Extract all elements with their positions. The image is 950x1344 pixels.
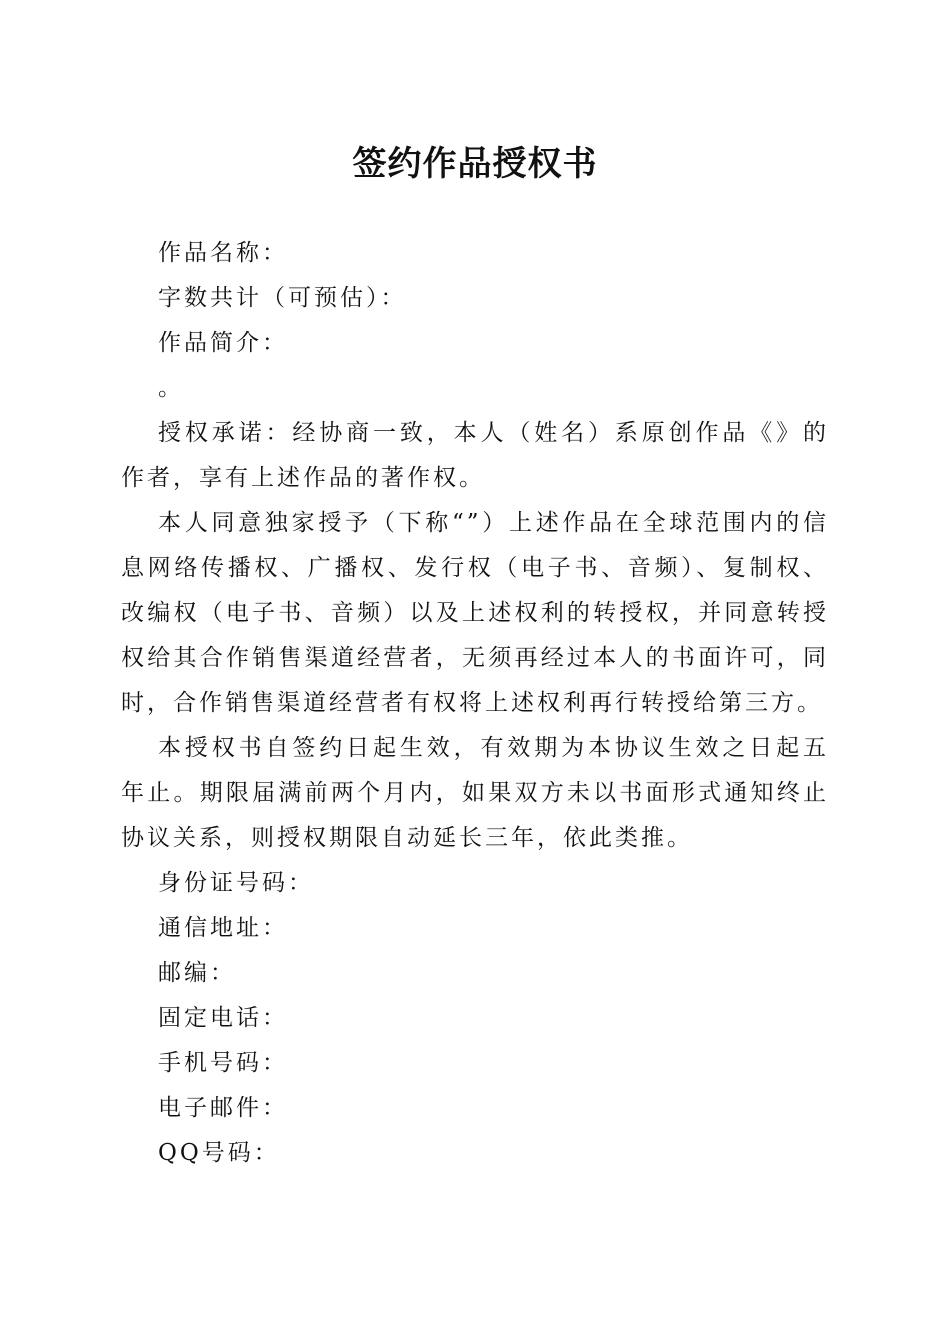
promise-paragraph: 授权承诺：经协商一致，本人（姓名）系原创作品《》的作者，享有上述作品的著作权。 <box>121 420 829 491</box>
mobile-field: 手机号码： <box>158 1050 288 1076</box>
summary-field: 作品简介： <box>158 330 288 356</box>
email-field: 电子邮件： <box>158 1095 288 1121</box>
document-body <box>121 231 829 1176</box>
validity-paragraph: 本授权书自签约日起生效，有效期为本协议生效之日起五年止。期限届满前两个月内，如果双方未以书面形式通知终止协议关系，则授权期限自动延长三年，依此类推。 <box>121 735 829 851</box>
grant-paragraph: 本人同意独家授予（下称“”）上述作品在全球范围内的信息网络传播权、广播权、发行权（电子书、音频）、复制权、改编权（电子书、音频）以及上述权利的转授权，并同意转授权给其合作销售渠道经营者，无须再经过本人的书面许可，同时，合作销售渠道经营者有权将上述权利再行转授给第三方。 <box>121 510 829 716</box>
document-title: 签约作品授权书 <box>352 144 598 184</box>
address-field: 通信地址： <box>158 915 288 941</box>
landline-field: 固定电话： <box>158 1005 288 1031</box>
word-count-field: 字数共计（可预估）： <box>158 285 407 311</box>
qq-field: QQ号码： <box>158 1140 280 1166</box>
work-name-field: 作品名称： <box>158 240 288 266</box>
id-number-field: 身份证号码： <box>158 870 314 896</box>
summary-end: 。 <box>158 375 184 401</box>
postcode-field: 邮编： <box>158 960 236 986</box>
